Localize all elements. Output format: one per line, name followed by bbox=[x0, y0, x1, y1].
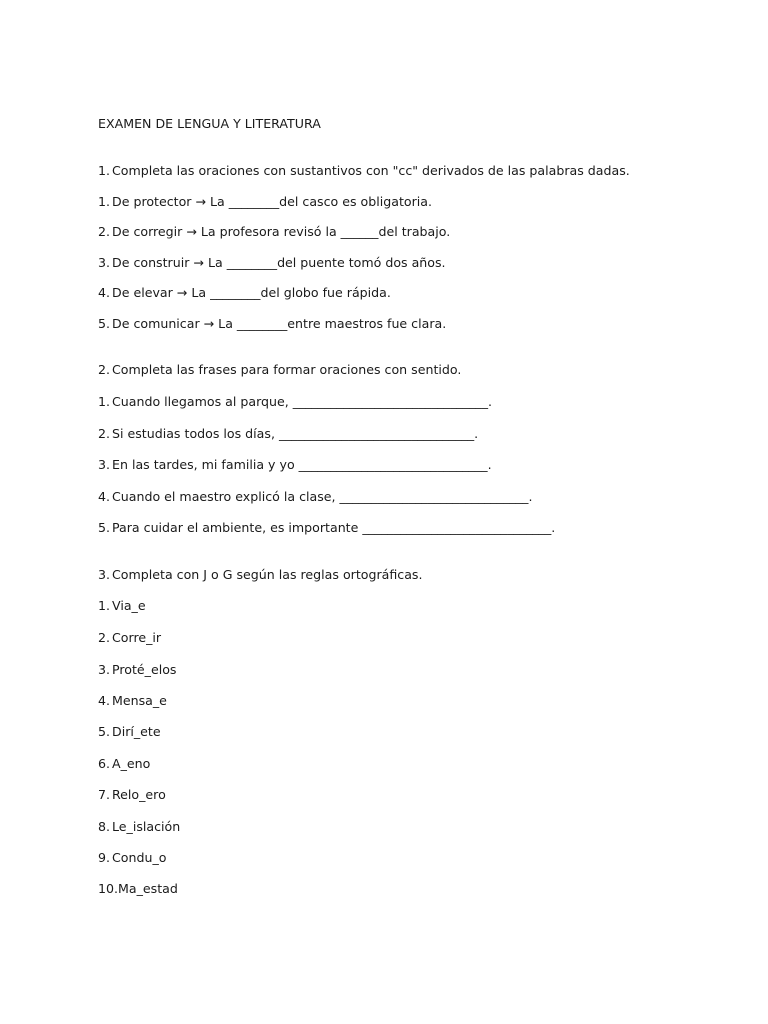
list-item bbox=[98, 224, 450, 240]
item-number: 3. bbox=[98, 255, 111, 270]
list-item bbox=[98, 787, 166, 803]
item-number: 6. bbox=[98, 756, 111, 771]
item-text: De elevar → La ________del globo fue rápida. bbox=[112, 285, 391, 300]
item-number: 9. bbox=[98, 850, 111, 865]
item-text: De corregir → La profesora revisó la ______del trabajo. bbox=[112, 224, 451, 239]
list-item bbox=[98, 693, 167, 709]
item-number: 2. bbox=[98, 630, 111, 645]
item-text: Cuando llegamos al parque, _______________________________. bbox=[112, 394, 492, 409]
item-text: De protector → La ________del casco es obligatoria. bbox=[112, 194, 432, 209]
list-item bbox=[98, 756, 150, 772]
item-text: Si estudias todos los días, _______________________________. bbox=[112, 426, 479, 441]
list-item bbox=[98, 457, 492, 473]
item-number: 2. bbox=[98, 426, 111, 441]
item-text: Via_e bbox=[112, 598, 146, 613]
section-number: 2. bbox=[98, 362, 111, 377]
section-heading-text: Completa con J o G según las reglas ortográficas. bbox=[112, 567, 423, 582]
list-item bbox=[98, 850, 166, 866]
item-text: Dirí_ete bbox=[112, 724, 161, 739]
item-number: 1. bbox=[98, 194, 111, 209]
item-text: Cuando el maestro explicó la clase, ______________________________. bbox=[112, 489, 533, 504]
section-1-heading bbox=[98, 163, 630, 179]
list-item bbox=[98, 520, 555, 536]
item-text: Mensa_e bbox=[112, 693, 167, 708]
list-item bbox=[98, 662, 176, 678]
list-item bbox=[98, 255, 446, 271]
item-number: 1. bbox=[98, 598, 111, 613]
list-item bbox=[98, 394, 492, 410]
item-number: 5. bbox=[98, 520, 111, 535]
item-text: En las tardes, mi familia y yo ______________________________. bbox=[112, 457, 492, 472]
item-number: 2. bbox=[98, 224, 111, 239]
section-heading-text: Completa las frases para formar oraciones con sentido. bbox=[112, 362, 462, 377]
item-text: Condu_o bbox=[112, 850, 167, 865]
section-heading-text: Completa las oraciones con sustantivos con "cc" derivados de las palabras dadas. bbox=[112, 163, 630, 178]
item-number: 8. bbox=[98, 819, 111, 834]
list-item bbox=[98, 819, 180, 835]
item-text: Ma_estad bbox=[118, 881, 178, 896]
item-text: Relo_ero bbox=[112, 787, 166, 802]
item-number: 3. bbox=[98, 662, 111, 677]
item-number: 7. bbox=[98, 787, 111, 802]
item-number: 4. bbox=[98, 285, 111, 300]
item-text: Corre_ir bbox=[112, 630, 162, 645]
item-number: 1. bbox=[98, 394, 111, 409]
item-number: 4. bbox=[98, 693, 111, 708]
section-number: 1. bbox=[98, 163, 111, 178]
item-text: Proté_elos bbox=[112, 662, 177, 677]
item-number: 5. bbox=[98, 316, 111, 331]
section-2-heading bbox=[98, 362, 461, 378]
item-text: A_eno bbox=[112, 756, 151, 771]
list-item bbox=[98, 630, 161, 646]
list-item bbox=[98, 194, 432, 210]
item-number: 10. bbox=[98, 881, 119, 896]
list-item bbox=[98, 489, 532, 505]
item-text: Para cuidar el ambiente, es importante ______________________________. bbox=[112, 520, 556, 535]
item-number: 4. bbox=[98, 489, 111, 504]
item-text: De comunicar → La ________entre maestros fue clara. bbox=[112, 316, 447, 331]
list-item bbox=[98, 316, 446, 332]
item-number: 5. bbox=[98, 724, 111, 739]
list-item bbox=[98, 426, 478, 442]
item-text: Le_islación bbox=[112, 819, 181, 834]
section-number: 3. bbox=[98, 567, 111, 582]
section-3-heading bbox=[98, 567, 423, 583]
item-text: De construir → La ________del puente tomó dos años. bbox=[112, 255, 446, 270]
list-item bbox=[98, 881, 178, 897]
exam-title: EXAMEN DE LENGUA Y LITERATURA bbox=[98, 116, 321, 131]
list-item bbox=[98, 598, 146, 614]
item-number: 3. bbox=[98, 457, 111, 472]
list-item bbox=[98, 285, 391, 301]
list-item bbox=[98, 724, 161, 740]
